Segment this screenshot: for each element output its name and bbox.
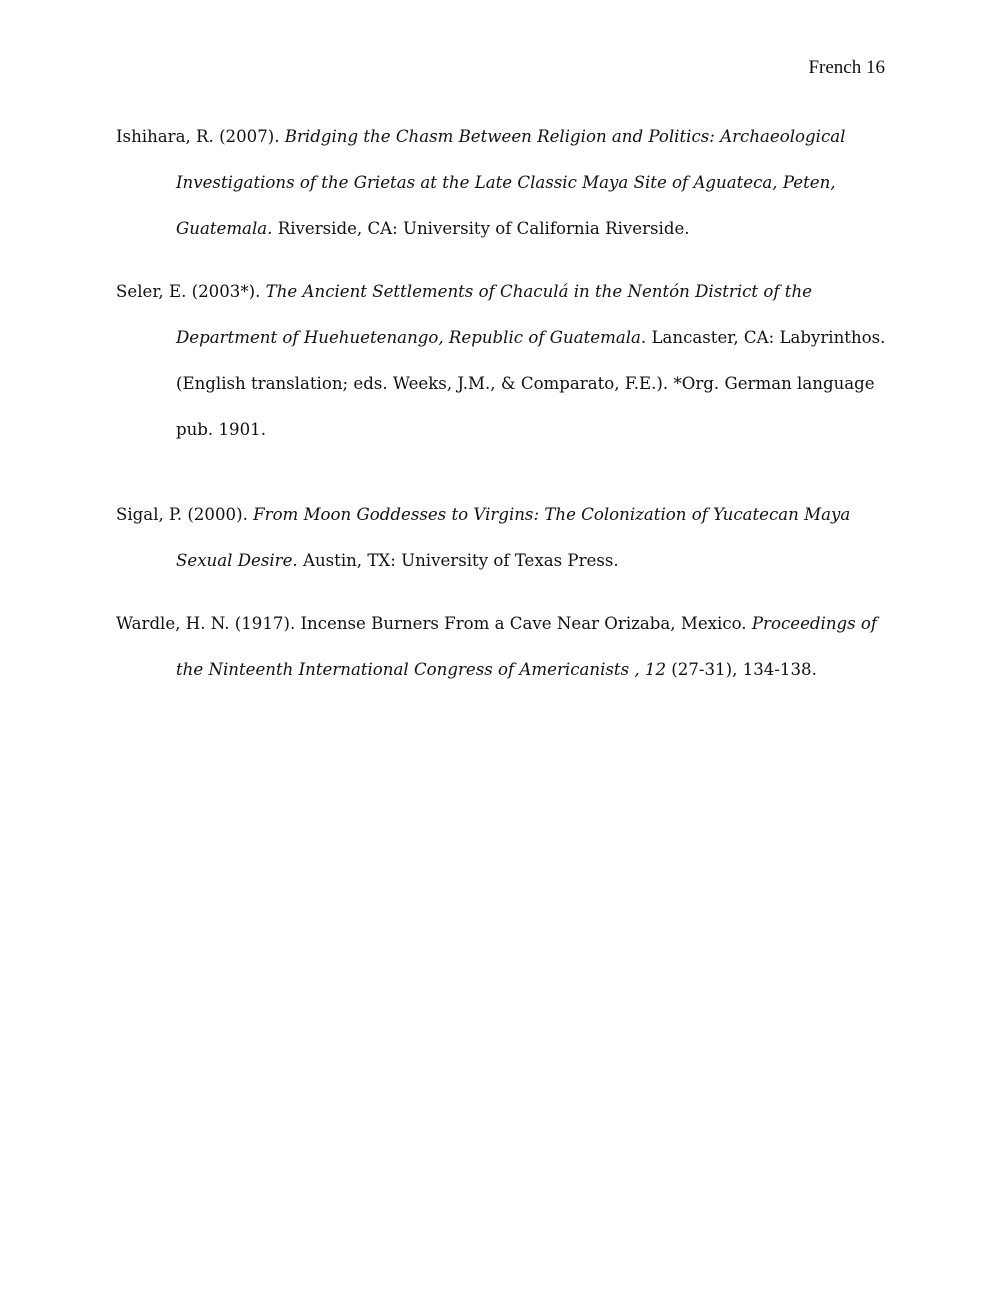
reference-seler [116,269,890,453]
running-head: French 16 [808,57,885,78]
ref-pages: (27-31), 134-138. [666,660,817,679]
ref-title: Bridging the Chasm Between Religion and Politics: Archaeological Investigations of the Grietas at the Late Classic Maya Site of Aguateca, Peten, Guatemala. [176,127,846,238]
reference-ishihara [116,114,890,252]
ref-publisher: Austin, TX: University of Texas Press. [297,551,619,570]
reference-wardle [116,601,890,693]
ref-author-title: Wardle, H. N. (1917). Incense Burners From a Cave Near Orizaba, Mexico. [116,614,752,633]
reference-list [116,114,890,710]
reference-sigal [116,492,890,584]
ref-author-date: Sigal, P. (2000). [116,505,254,524]
ref-source: Proceedings of the Ninteenth International Congress of Americanists , 12 [176,614,878,679]
ref-author-date: Seler, E. (2003*). [116,282,266,301]
ref-title: The Ancient Settlements of Chaculá in the Nentón District of the Department of Huehuetenango, Republic of Guatemala [176,282,812,347]
ref-author-date: Ishihara, R. (2007). [116,127,285,146]
ref-title: From Moon Goddesses to Virgins: The Colonization of Yucatecan Maya Sexual Desire. [176,505,851,570]
ref-publisher: Riverside, CA: University of California Riverside. [272,219,690,238]
ref-publisher: . Lancaster, CA: Labyrinthos. (English translation; eds. Weeks, J.M., & Comparato, F.E.). *Org. German language pub. 1901. [176,328,886,439]
